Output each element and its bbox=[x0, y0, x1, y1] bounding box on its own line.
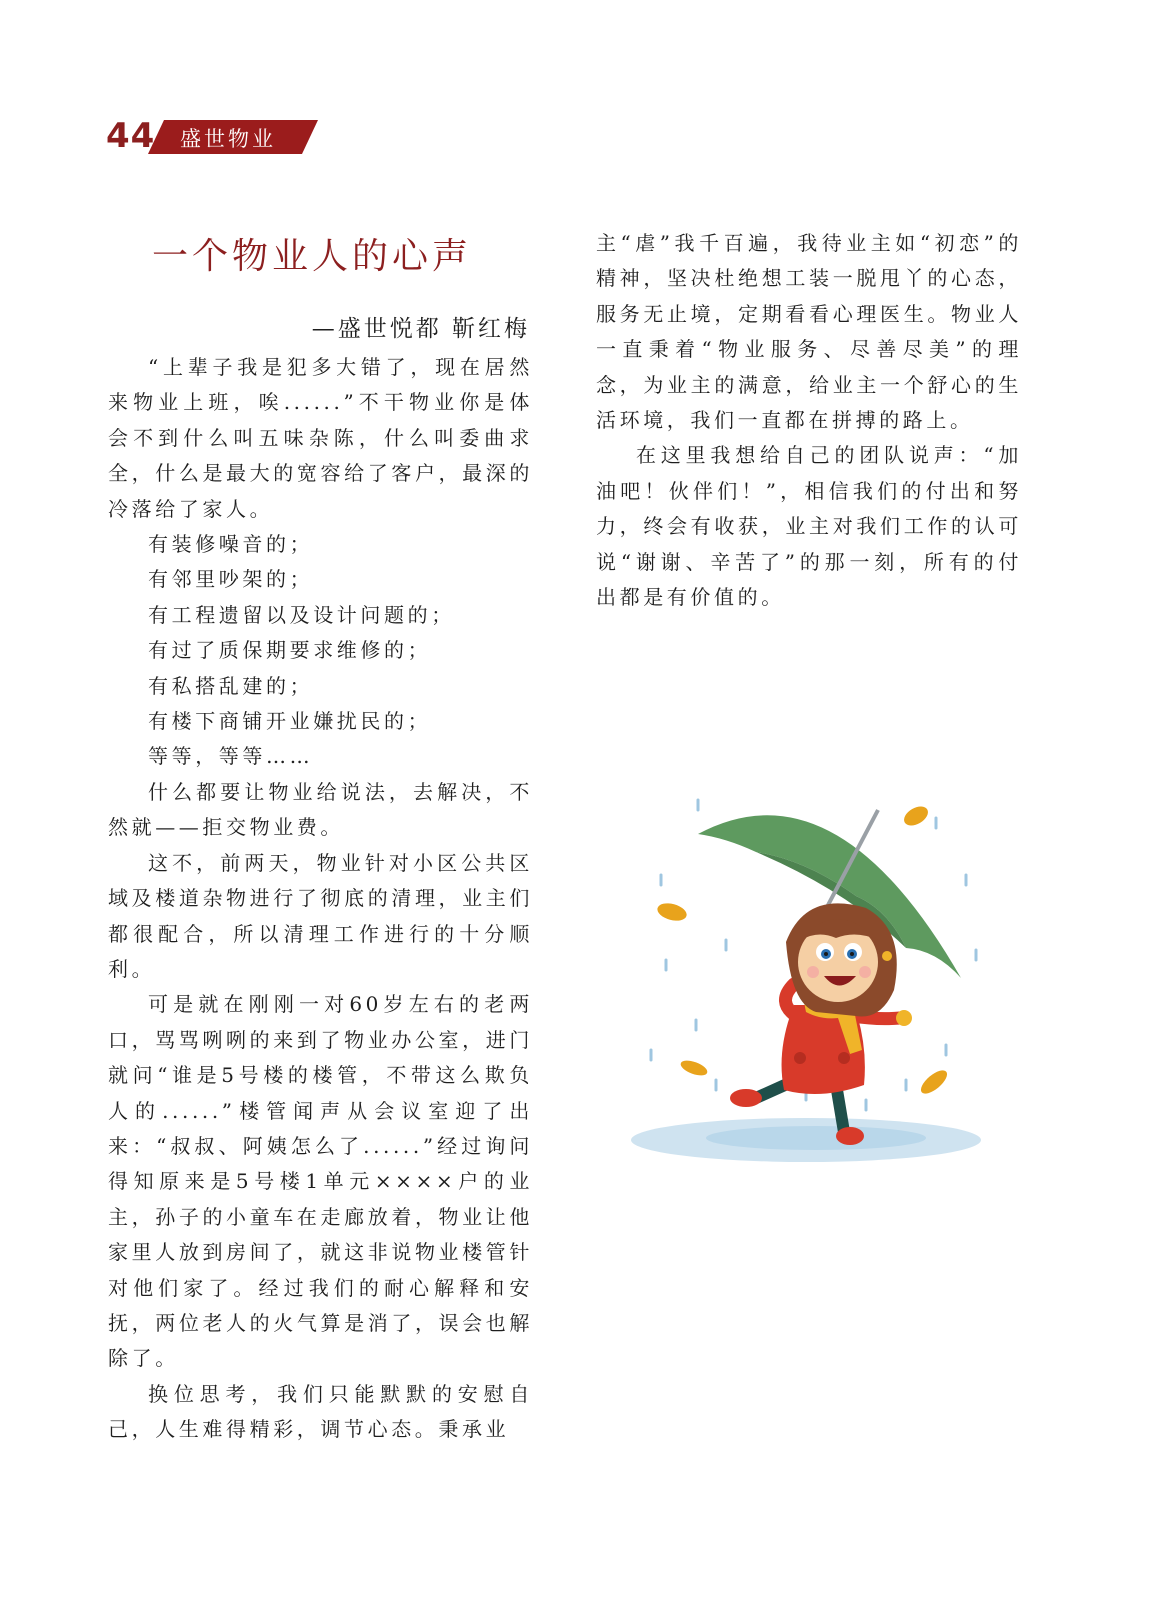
girl-umbrella-illustration bbox=[606, 780, 1010, 1176]
page-number: 44 bbox=[106, 116, 156, 156]
girl-head bbox=[786, 903, 897, 1016]
list-item: 有过了质保期要求维修的； bbox=[148, 638, 432, 663]
section-label: 盛世物业 bbox=[180, 127, 276, 151]
paragraph: 这不，前两天，物业针对小区公共区域及楼道杂物进行了彻底的清理，业主们都很配合，所以清理工作进行的十分顺利。 bbox=[108, 850, 533, 981]
paragraph: 可是就在刚刚一对60岁左右的老两口，骂骂咧咧的来到了物业办公室，进门就问“谁是5号楼的楼管，不带这么欺负人的......”楼管闻声从会议室迎了出来：“叔叔、阿姨怎么了......”经过询问得知原来是5号楼1单元××××户的业主，孙子的小童车在走廊放着，物业让他家里人放到房间了，就这非说物业楼管针对他们家了。经过我们的耐心解释和安抚，两位老人的火气算是消了，误会也解除了。 bbox=[108, 992, 533, 1371]
list-item: 有楼下商铺开业嫌扰民的； bbox=[148, 709, 432, 734]
list-item: 有工程遗留以及设计问题的； bbox=[148, 602, 455, 627]
paragraph: 主“虐”我千百遍，我待业主如“初恋”的精神，坚决杜绝想工装一脱甩丫的心态，服务无止境，定期看看心理医生。物业人一直秉着“物业服务、尽善尽美”的理念，为业主的满意，给业主一个舒心的生活环境，我们一直都在拼搏的路上。 bbox=[596, 231, 1022, 433]
list-item: 等等，等等…… bbox=[148, 744, 314, 769]
right-column bbox=[596, 226, 1022, 615]
left-column bbox=[108, 350, 533, 1448]
paragraph: 什么都要让物业给说法，去解决，不然就——拒交物业费。 bbox=[108, 779, 533, 840]
list-item: 有邻里吵架的； bbox=[148, 567, 314, 592]
article-title: 一个物业人的心声 bbox=[152, 236, 473, 277]
list-item: 有私搭乱建的； bbox=[148, 673, 314, 698]
paragraph: 在这里我想给自己的团队说声：“加油吧！伙伴们！”，相信我们的付出和努力，终会有收获，业主对我们工作的认可说“谢谢、辛苦了”的那一刻，所有的付出都是有价值的。 bbox=[596, 443, 1022, 610]
paragraph: 换位思考，我们只能默默的安慰自己，人生难得精彩，调节心态。秉承业 bbox=[108, 1381, 533, 1442]
paragraph: “上辈子我是犯多大错了，现在居然来物业上班，唉......”不干物业你是体会不到什么叫五味杂陈，什么叫委曲求全，什么是最大的宽容给了客户，最深的冷落给了家人。 bbox=[108, 355, 533, 521]
list-item: 有装修噪音的； bbox=[148, 532, 314, 557]
article-byline: —盛世悦都 靳红梅 bbox=[311, 316, 530, 342]
